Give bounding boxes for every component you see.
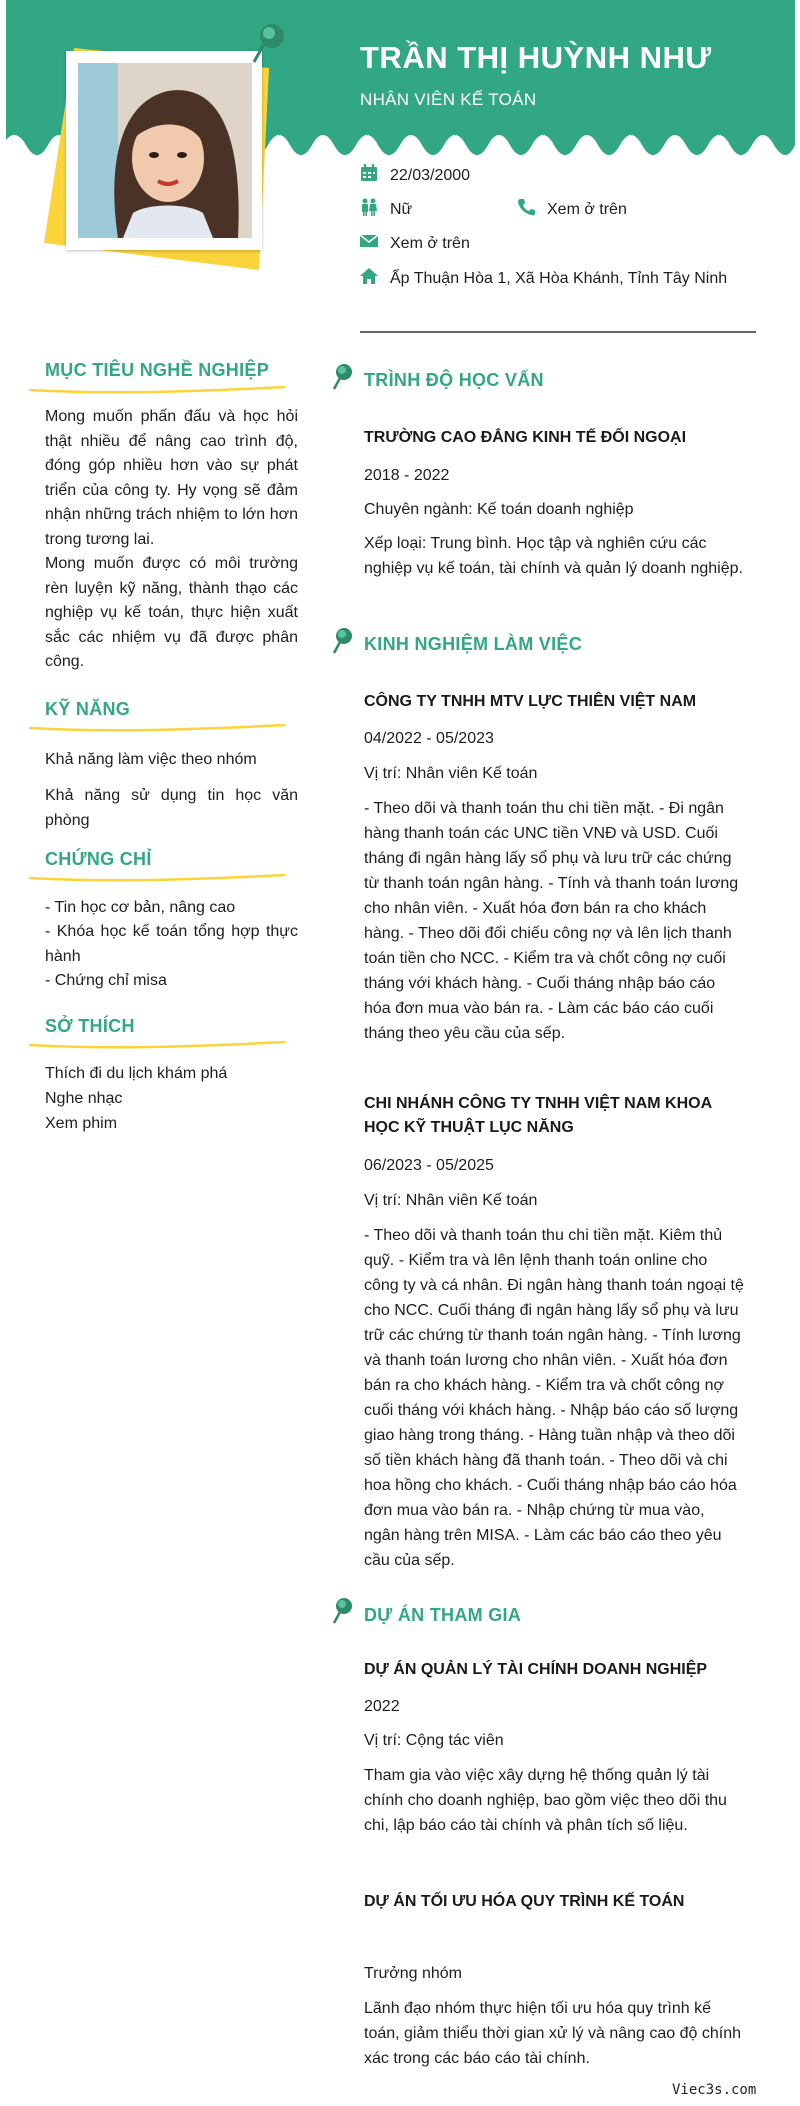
hobbies-underline: [27, 1039, 287, 1051]
hobbies-heading: SỞ THÍCH: [45, 1016, 135, 1036]
birthday-row: [360, 163, 560, 189]
profile-photo: [66, 51, 262, 250]
skills-heading: KỸ NĂNG: [45, 699, 131, 719]
education-major: Chuyên ngành: Kế toán doanh nghiệp: [364, 501, 634, 518]
objective-heading: MỤC TIÊU NGHỀ NGHIỆP: [45, 360, 270, 380]
skill-item: Khả năng làm việc theo nhóm: [45, 751, 257, 768]
experience-heading: KINH NGHIỆM LÀM VIỆC: [364, 634, 583, 654]
education-heading: TRÌNH ĐỘ HỌC VẤN: [364, 370, 544, 390]
education-rank: Xếp loại: Trung bình. Học tập và nghiên cứu các nghiệp vụ kế toán, tài chính và quản lý doanh nghiệp.: [364, 535, 743, 577]
project-description: Tham gia vào việc xây dựng hệ thống quản lý tài chính cho doanh nghiệp, bao gồm việc theo dõi thu chi, lập báo cáo tài chính và phân tích số liệu.: [364, 1767, 727, 1834]
certificate-item: - Chứng chỉ misa: [45, 972, 167, 989]
certificate-item: - Tin học cơ bản, nâng cao: [45, 899, 236, 916]
job-position: Vị trí: Nhân viên Kế toán: [364, 1192, 538, 1209]
phone-icon: [517, 198, 535, 216]
avatar: [78, 63, 252, 238]
objective-underline: [27, 384, 287, 396]
job-period: 06/2023 - 05/2025: [364, 1157, 494, 1174]
certificate-item: - Khóa học kế toán tổng hợp thực hành: [45, 923, 298, 965]
email-row: [360, 231, 560, 257]
objective-text: Mong muốn phấn đấu và học hỏi thật nhiều để nâng cao trình độ, đóng góp nhiều hơn vào sự phát triển của công ty. Hy vọng sẽ đảm nhận những trách nhiệm to lớn hơn trong tương lai.: [45, 408, 298, 548]
pushpin-icon: [330, 362, 356, 392]
birthday-value: 22/03/2000: [390, 167, 471, 184]
company-name: CHI NHÁNH CÔNG TY TNHH VIỆT NAM KHOA HỌC KỸ THUẬT LỤC NĂNG: [364, 1095, 712, 1136]
job-period: 04/2022 - 05/2023: [364, 730, 494, 747]
job-position: Vị trí: Nhân viên Kế toán: [364, 765, 538, 782]
pushpin-icon: [330, 626, 356, 656]
company-name: CÔNG TY TNHH MTV LỰC THIÊN VIỆT NAM: [364, 693, 697, 710]
education-period: 2018 - 2022: [364, 467, 450, 484]
site-watermark: Viec3s.com: [672, 2082, 757, 2098]
project-year: 2022: [364, 1698, 400, 1715]
job-description: - Theo dõi và thanh toán thu chi tiền mặt. Kiêm thủ quỹ. - Kiểm tra và lên lệnh thanh toán online cho công ty và cá nhân. Đi ngân hàng thanh toán ngoại tệ cho NCC. Cuối tháng đi ngân hàng lấy sổ phụ và lưu trữ các chứng từ thanh toán ngân hàng. - Tính lương và thanh toán lương cho nhân viên. - Xuất hóa đơn bán ra cho khách hàng. - Kiểm tra và chốt công nợ cuối tháng với khách hàng. - Nhập báo cáo số lượng giao hàng trong tháng. - Hàng tuần nhập và theo dõi số tiền khách hàng đã thanh toán. - Theo dõi và chi hoa hồng cho khách. - Cuối tháng nhập báo cáo hóa đơn mua vào bán ra. - Nhập chứng từ mua vào, ngân hàng trên MISA. - Làm các báo cáo theo yêu cầu của sếp.: [364, 1227, 744, 1569]
envelope-icon: [360, 232, 378, 250]
phone-value: Xem ở trên: [547, 201, 627, 218]
project-name: DỰ ÁN QUẢN LÝ TÀI CHÍNH DOANH NGHIỆP: [364, 1661, 708, 1678]
header-divider: [360, 331, 756, 333]
address-row: [360, 266, 740, 318]
objective-text-2: Mong muốn được có môi trường rèn luyện kỹ năng, thành thạo các nghiệp vụ kế toán, thực hiện xuất sắc các nhiệm vụ đã được phân công.: [45, 555, 298, 670]
certificates-underline: [27, 872, 287, 884]
project-role: Vị trí: Cộng tác viên: [364, 1732, 504, 1749]
hobby-item: Nghe nhạc: [45, 1090, 123, 1107]
candidate-name: TRẦN THỊ HUỲNH NHƯ: [360, 40, 712, 75]
school-name: TRƯỜNG CAO ĐẲNG KINH TẾ ĐỐI NGOẠI: [364, 429, 687, 446]
calendar-icon: [360, 164, 378, 182]
skill-item: Khả năng sử dụng tin học văn phòng: [45, 787, 298, 829]
pushpin-icon: [248, 20, 290, 70]
project-description: Lãnh đạo nhóm thực hiện tối ưu hóa quy trình kế toán, giảm thiểu thời gian xử lý và nâng cao độ chính xác trong các báo cáo tài chính.: [364, 2000, 741, 2067]
gender-icon: [360, 198, 378, 216]
project-name: DỰ ÁN TỐI ƯU HÓA QUY TRÌNH KẾ TOÁN: [364, 1893, 685, 1910]
phone-row: [517, 197, 737, 223]
projects-heading: DỰ ÁN THAM GIA: [364, 1605, 522, 1625]
hobby-item: Xem phim: [45, 1115, 118, 1132]
address-value: Ấp Thuận Hòa 1, Xã Hòa Khánh, Tỉnh Tây Ninh: [390, 270, 728, 287]
candidate-title: NHÂN VIÊN KẾ TOÁN: [360, 90, 537, 109]
gender-row: [360, 197, 510, 223]
skills-underline: [27, 722, 287, 734]
pushpin-icon: [330, 1596, 356, 1626]
email-value: Xem ở trên: [390, 235, 470, 252]
project-role: Trưởng nhóm: [364, 1965, 462, 1982]
job-description: - Theo dõi và thanh toán thu chi tiền mặt. - Đi ngân hàng thanh toán các UNC tiền VNĐ và USD. Cuối tháng đi ngân hàng lấy sổ phụ và lưu trữ các chứng từ thanh toán ngân hàng. - Tính và thanh toán lương cho nhân viên. - Xuất hóa đơn bán ra cho khách hàng. - Theo dõi đối chiếu công nợ và lên lịch thanh toán tiền cho NCC. - Kiểm tra và chốt công nợ cuối tháng với khách hàng. - Cuối tháng nhập báo cáo hóa đơn mua vào bán ra. - Làm các báo cáo cuối tháng theo yêu cầu của sếp.: [364, 800, 739, 1042]
hobby-item: Thích đi du lịch khám phá: [45, 1065, 228, 1082]
home-icon: [360, 267, 378, 285]
gender-value: Nữ: [390, 201, 413, 218]
certificates-heading: CHỨNG CHỈ: [45, 849, 152, 869]
